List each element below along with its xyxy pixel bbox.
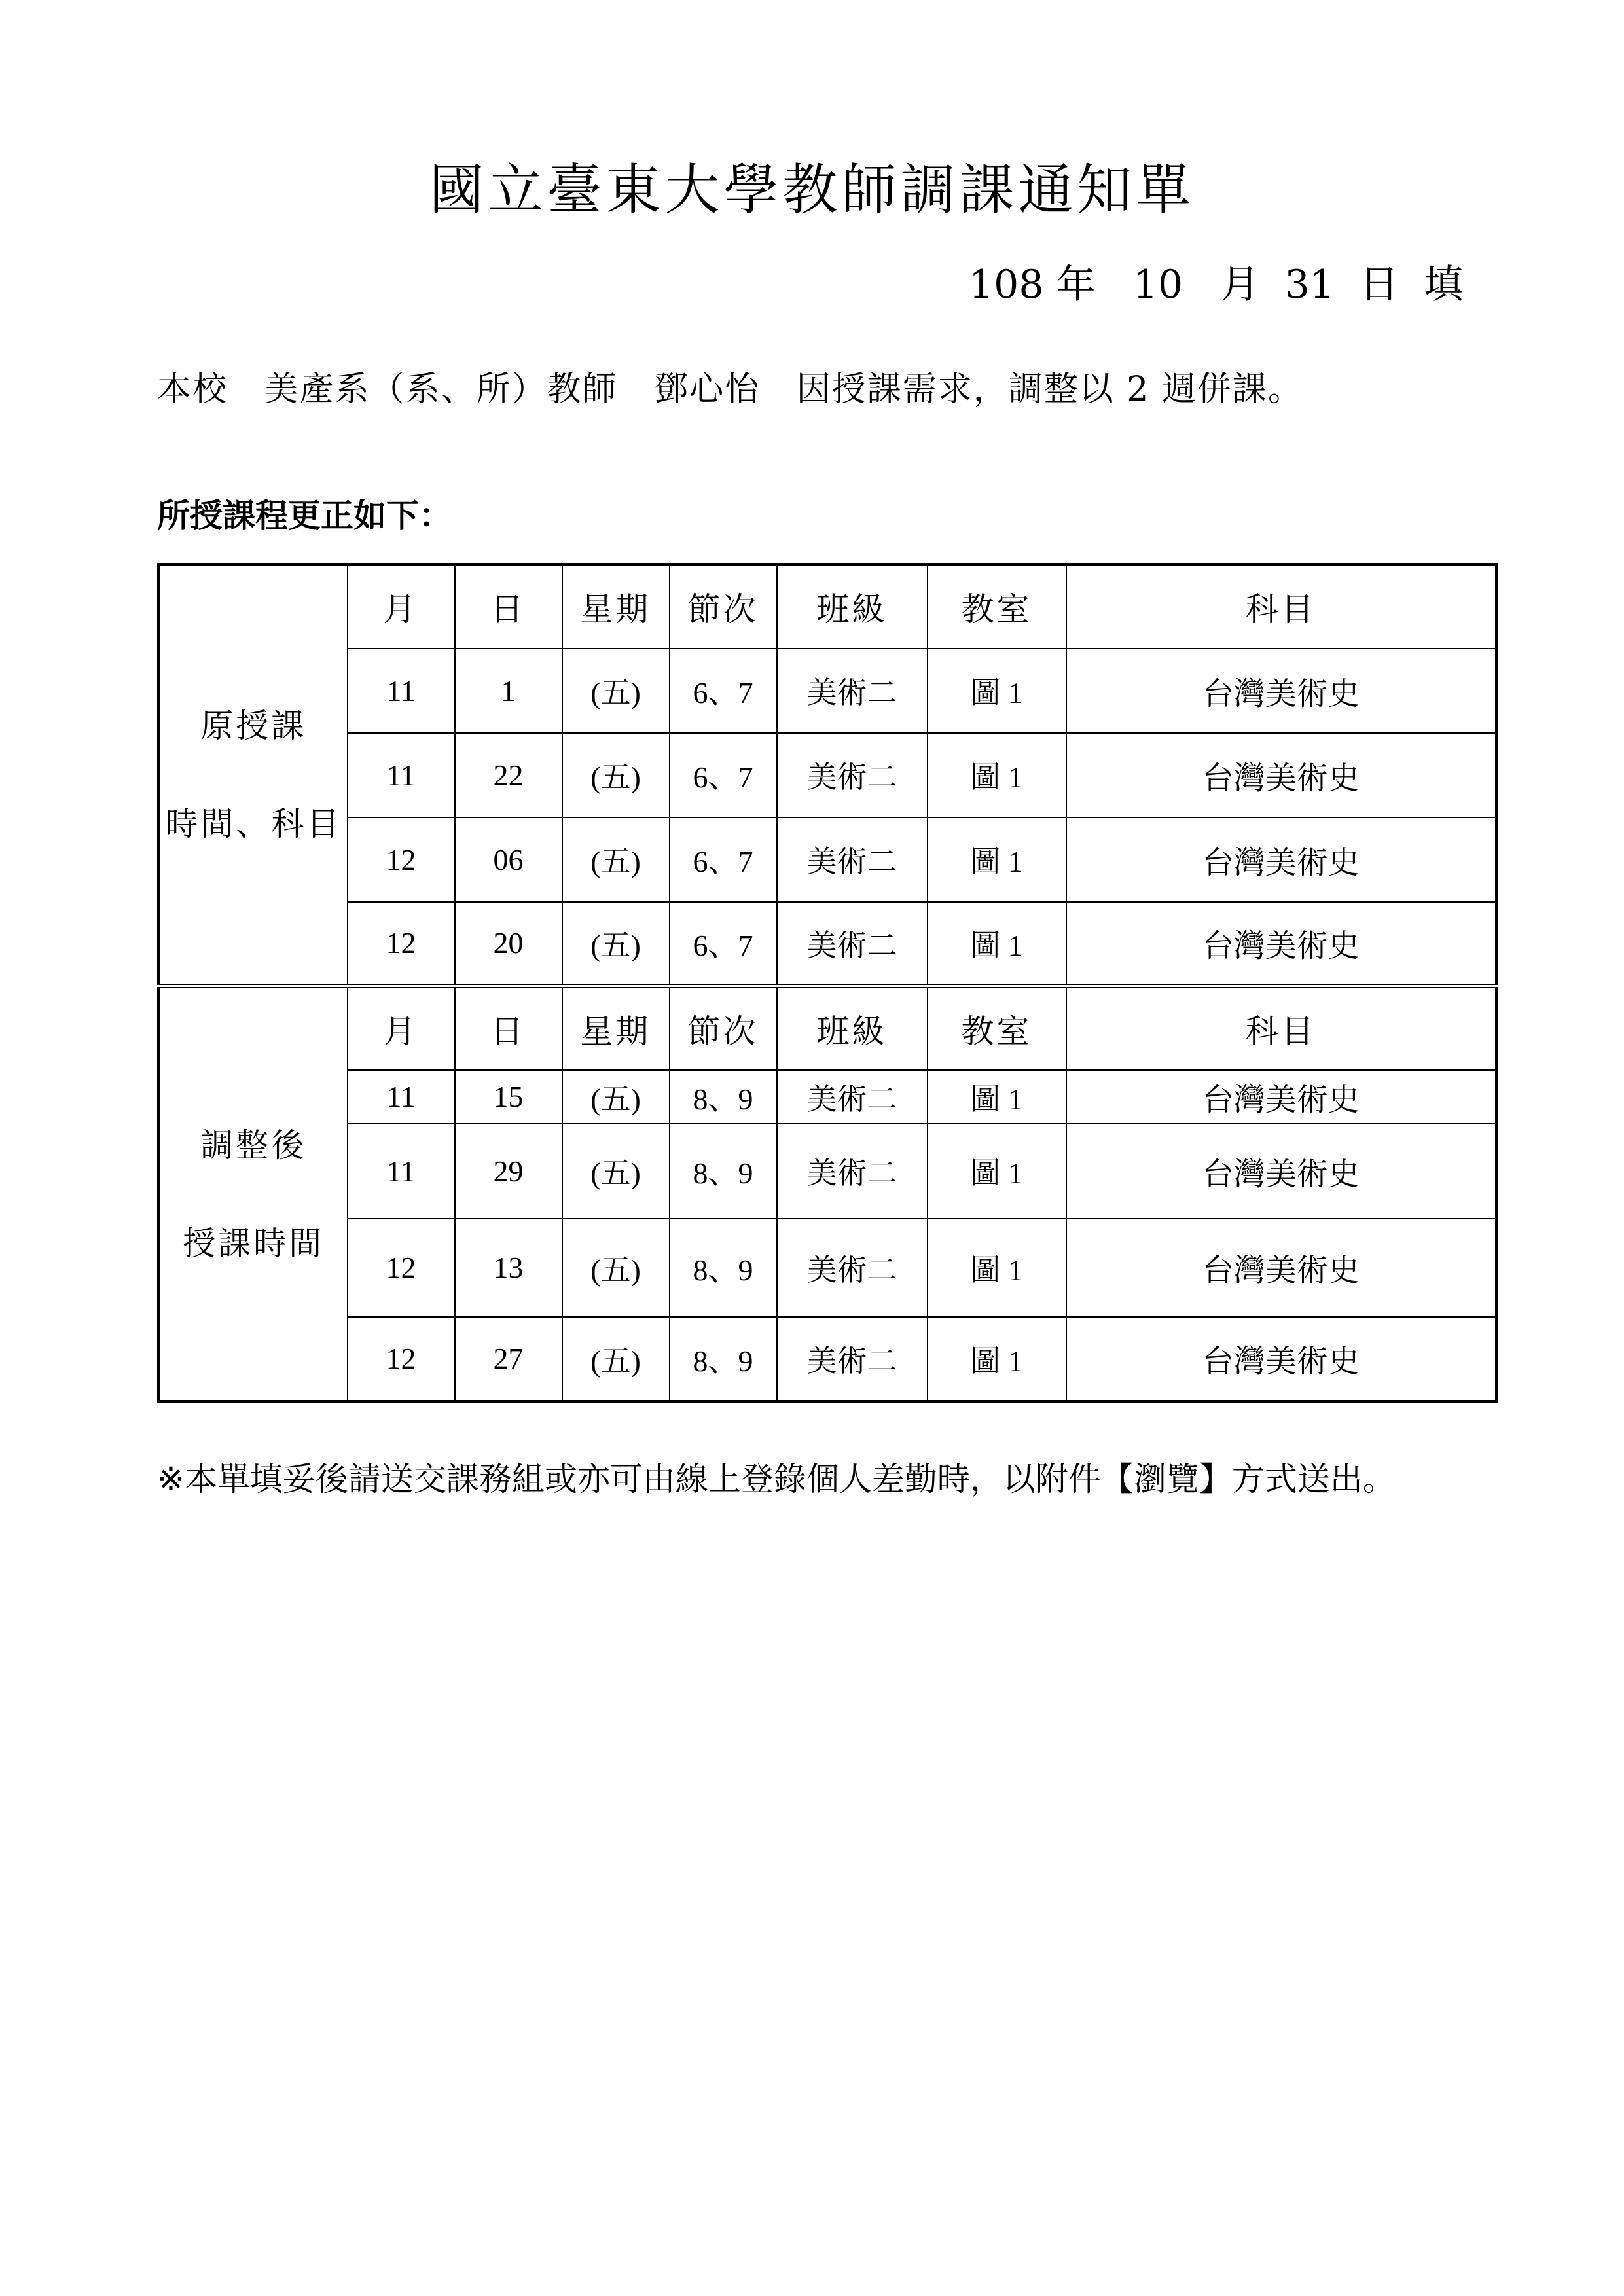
adjusted-group-label <box>159 986 348 1402</box>
cell-day: 27 <box>455 1317 562 1402</box>
adjusted-label-line2: 授課時間 <box>183 1224 325 1263</box>
cell-day: 22 <box>455 733 562 817</box>
cell-weekday: (五) <box>562 733 670 817</box>
table-row <box>159 902 1497 986</box>
cell-class: 美術二 <box>777 733 928 817</box>
header-month: 月 <box>348 565 455 649</box>
cell-day: 13 <box>455 1219 562 1317</box>
cell-class: 美術二 <box>777 1219 928 1317</box>
cell-month: 11 <box>348 733 455 817</box>
cell-room: 圖 1 <box>928 1317 1066 1402</box>
cell-room: 圖 1 <box>928 902 1066 986</box>
cell-period: 6、7 <box>670 902 777 986</box>
cell-weekday: (五) <box>562 1124 670 1219</box>
cell-weekday: (五) <box>562 817 670 902</box>
cell-month: 12 <box>348 902 455 986</box>
fill-date: 108 年 10 月 31 日 填 <box>969 262 1464 308</box>
cell-class: 美術二 <box>777 649 928 733</box>
cell-room: 圖 1 <box>928 1219 1066 1317</box>
cell-class: 美術二 <box>777 902 928 986</box>
cell-weekday: (五) <box>562 1070 670 1124</box>
cell-period: 6、7 <box>670 649 777 733</box>
cell-subject: 台灣美術史 <box>1066 1070 1497 1124</box>
header-class: 班級 <box>777 565 928 649</box>
cell-room: 圖 1 <box>928 733 1066 817</box>
header-subject: 科目 <box>1066 986 1497 1070</box>
section-subheading: 所授課程更正如下： <box>157 497 452 535</box>
header-weekday: 星期 <box>562 986 670 1070</box>
table-row <box>159 817 1497 902</box>
cell-month: 11 <box>348 1124 455 1219</box>
cell-weekday: (五) <box>562 1317 670 1402</box>
cell-subject: 台灣美術史 <box>1066 817 1497 902</box>
cell-month: 12 <box>348 817 455 902</box>
cell-day: 15 <box>455 1070 562 1124</box>
header-subject: 科目 <box>1066 565 1497 649</box>
cell-period: 6、7 <box>670 733 777 817</box>
cell-room: 圖 1 <box>928 817 1066 902</box>
page-title: 國立臺東大學教師調課通知單 <box>429 158 1195 222</box>
cell-subject: 台灣美術史 <box>1066 902 1497 986</box>
cell-weekday: (五) <box>562 649 670 733</box>
cell-class: 美術二 <box>777 1317 928 1402</box>
cell-class: 美術二 <box>777 1124 928 1219</box>
header-weekday: 星期 <box>562 565 670 649</box>
header-month: 月 <box>348 986 455 1070</box>
cell-subject: 台灣美術史 <box>1066 1317 1497 1402</box>
submission-note: ※本單填妥後請送交課務組或亦可由線上登錄個人差勤時，以附件【瀏覽】方式送出。 <box>157 1460 1396 1498</box>
cell-day: 1 <box>455 649 562 733</box>
table-row <box>159 1124 1497 1219</box>
header-period: 節次 <box>670 565 777 649</box>
original-label-line1: 原授課 <box>200 707 307 745</box>
cell-day: 29 <box>455 1124 562 1219</box>
table-row <box>159 1219 1497 1317</box>
cell-period: 8、9 <box>670 1124 777 1219</box>
cell-subject: 台灣美術史 <box>1066 649 1497 733</box>
cell-room: 圖 1 <box>928 1070 1066 1124</box>
header-room: 教室 <box>928 565 1066 649</box>
original-label-line2: 時間、科目 <box>165 805 342 843</box>
cell-room: 圖 1 <box>928 1124 1066 1219</box>
cell-weekday: (五) <box>562 902 670 986</box>
header-period: 節次 <box>670 986 777 1070</box>
cell-subject: 台灣美術史 <box>1066 733 1497 817</box>
cell-month: 11 <box>348 649 455 733</box>
cell-period: 8、9 <box>670 1070 777 1124</box>
cell-period: 8、9 <box>670 1219 777 1317</box>
original-group-label <box>159 565 348 986</box>
cell-period: 8、9 <box>670 1317 777 1402</box>
header-room: 教室 <box>928 986 1066 1070</box>
cell-period: 6、7 <box>670 817 777 902</box>
original-header-row <box>159 565 1497 649</box>
header-class: 班級 <box>777 986 928 1070</box>
cell-subject: 台灣美術史 <box>1066 1219 1497 1317</box>
schedule-table <box>157 563 1498 1403</box>
adjusted-label-line1: 調整後 <box>200 1126 307 1164</box>
cell-day: 06 <box>455 817 562 902</box>
cell-class: 美術二 <box>777 817 928 902</box>
cell-day: 20 <box>455 902 562 986</box>
header-day: 日 <box>455 986 562 1070</box>
table-row <box>159 1070 1497 1124</box>
adjusted-header-row <box>159 986 1497 1070</box>
table-row <box>159 1317 1497 1402</box>
cell-month: 11 <box>348 1070 455 1124</box>
intro-statement: 本校 美產系（系、所）教師 鄧心怡 因授課需求，調整以 2 週併課。 <box>157 370 1303 409</box>
header-day: 日 <box>455 565 562 649</box>
cell-subject: 台灣美術史 <box>1066 1124 1497 1219</box>
cell-room: 圖 1 <box>928 649 1066 733</box>
cell-month: 12 <box>348 1317 455 1402</box>
cell-month: 12 <box>348 1219 455 1317</box>
table-row <box>159 733 1497 817</box>
cell-class: 美術二 <box>777 1070 928 1124</box>
table-row <box>159 649 1497 733</box>
cell-weekday: (五) <box>562 1219 670 1317</box>
